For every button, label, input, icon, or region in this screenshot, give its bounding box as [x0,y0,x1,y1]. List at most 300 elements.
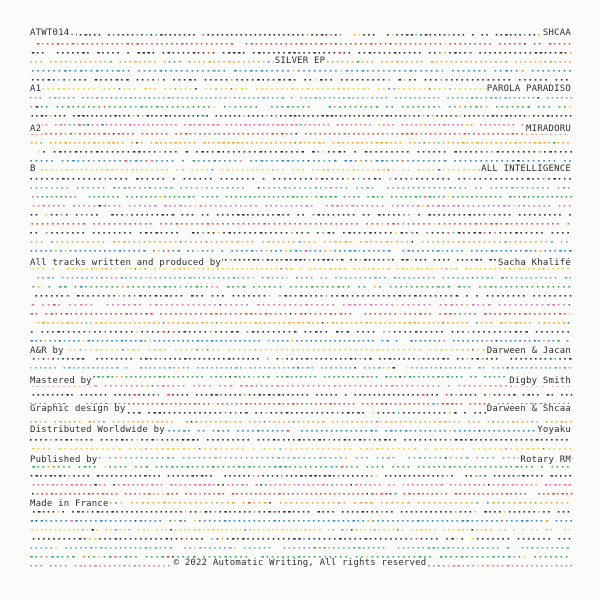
decorative-dot [283,34,285,36]
decorative-dot [133,151,136,153]
decorative-dot [307,394,309,396]
decorative-dot [332,421,334,423]
decorative-dot [471,196,473,198]
decorative-dot [121,358,123,360]
decorative-dot [418,412,420,414]
decorative-dot [324,250,326,252]
decorative-dot [71,169,74,171]
decorative-dot [468,232,470,234]
decorative-dot [469,115,471,117]
decorative-dot [248,439,250,441]
decorative-dot [445,43,447,45]
decorative-dot [288,367,290,369]
decorative-dot [492,115,495,117]
decorative-dot [322,322,324,324]
decorative-dot [260,313,262,315]
decorative-dot [75,448,77,450]
decorative-dot [230,385,233,387]
decorative-dot [169,286,171,288]
decorative-dot [310,79,312,81]
decorative-dot [365,151,368,153]
decorative-dot [559,358,561,360]
decorative-dot [548,142,550,144]
decorative-dot [353,88,355,90]
decorative-dot [410,421,412,423]
decorative-dot [157,421,160,423]
decorative-dot [250,70,253,72]
decorative-dot [306,286,308,288]
decorative-dot [536,439,539,441]
decorative-dot [468,169,470,171]
decorative-dot [67,232,69,234]
decorative-dot [406,259,409,261]
decorative-dot [227,430,229,432]
decorative-dot [186,421,189,423]
decorative-dot [225,340,227,342]
decorative-dot [217,403,219,405]
decorative-dot [544,313,546,315]
decorative-dot [97,367,99,369]
decorative-dot [222,169,224,171]
decorative-dot [397,223,399,225]
decorative-dot [515,115,517,117]
decorative-dot [91,214,93,216]
decorative-dot [452,124,454,126]
decorative-dot [427,286,429,288]
decorative-dot [110,268,112,270]
decorative-dot [264,286,266,288]
decorative-dot [152,403,154,405]
decorative-dot [509,97,511,99]
decorative-dot [347,61,349,63]
decorative-dot [137,115,139,117]
decorative-dot [362,331,364,333]
decorative-dot [265,232,267,234]
decorative-dot [461,457,463,459]
decorative-dot [495,223,498,225]
decorative-dot [208,52,210,54]
decorative-dot [449,430,451,432]
decorative-dot [191,475,194,477]
decorative-dot [154,367,156,369]
decorative-dot [233,358,235,360]
decorative-dot [171,304,173,306]
decorative-dot [81,268,83,270]
decorative-dot [305,475,307,477]
decorative-dot [213,52,215,54]
decorative-dot [388,70,390,72]
decorative-dot [275,151,277,153]
decorative-dot [367,196,369,198]
decorative-dot [347,421,349,423]
decorative-dot [447,277,449,279]
decorative-dot [41,106,43,108]
decorative-dot [404,70,406,72]
decorative-dot [510,232,512,234]
decorative-dot [412,250,414,252]
decorative-dot [457,358,459,360]
decorative-dot [289,178,291,180]
decorative-dot [259,286,261,288]
decorative-dot [240,196,242,198]
decorative-dot [84,466,87,468]
decorative-dot [229,475,231,477]
decorative-dot [341,223,343,225]
decorative-dot [499,241,501,243]
decorative-dot [348,304,351,306]
decorative-dot [412,106,414,108]
decorative-dot [151,106,153,108]
decorative-dot [276,106,278,108]
decorative-dot [320,187,322,189]
decorative-dot [307,88,310,90]
decorative-dot [274,421,276,423]
decorative-dot [87,295,89,297]
decorative-dot [315,43,317,45]
decorative-dot [337,178,339,180]
decorative-dot [230,367,232,369]
decorative-dot [231,124,233,126]
decorative-dot [201,187,203,189]
decorative-dot [118,241,120,243]
decorative-dot [46,187,48,189]
decorative-dot [355,349,357,351]
decorative-dot [237,268,239,270]
decorative-dot [334,268,337,270]
decorative-dot [527,178,530,180]
decorative-dot [556,97,558,99]
decorative-dot [534,43,536,45]
decorative-dot [259,196,261,198]
decorative-dot [272,430,274,432]
decorative-dot [144,340,146,342]
decorative-dot [555,367,558,369]
decorative-dot [329,268,332,270]
decorative-dot [64,142,67,144]
decorative-dot [345,349,347,351]
decorative-dot [367,169,369,171]
decorative-dot [290,268,293,270]
decorative-dot [334,349,336,351]
decorative-dot [249,124,251,126]
decorative-dot [313,142,315,144]
decorative-dot [74,142,76,144]
decorative-dot [453,232,455,234]
decorative-dot [197,466,199,468]
decorative-dot [327,286,329,288]
decorative-dot [416,61,418,63]
decorative-dot [553,142,556,144]
decorative-dot [111,214,114,216]
decorative-dot [551,241,554,243]
decorative-dot [219,160,221,162]
decorative-dot [196,421,198,423]
decorative-dot [90,349,92,351]
decorative-dot [106,169,109,171]
decorative-dot [245,205,247,207]
decorative-dot [560,52,563,54]
decorative-dot [174,61,176,63]
decorative-dot [100,394,102,396]
decorative-dot [446,349,448,351]
decorative-dot [482,277,484,279]
decorative-dot [141,142,143,144]
decorative-dot [164,286,167,288]
decorative-dot [103,241,105,243]
decorative-dot [305,313,307,315]
decorative-dot [231,331,234,333]
decorative-dot [432,403,435,405]
decorative-dot [230,412,232,414]
decorative-dot [103,142,105,144]
decorative-dot [284,223,286,225]
decorative-dot [223,52,225,54]
decorative-dot [348,88,350,90]
decorative-dot [455,439,458,441]
decorative-dot [495,286,497,288]
decorative-dot [336,295,338,297]
decorative-dot [129,232,131,234]
decorative-dot [96,115,98,117]
decorative-dot [295,124,298,126]
decorative-dot [427,232,429,234]
decorative-dot [526,232,528,234]
decorative-dot [130,106,132,108]
decorative-dot [400,403,402,405]
decorative-dot [184,331,187,333]
decorative-dot [197,115,199,117]
decorative-dot [258,439,260,441]
decorative-dot [371,142,373,144]
decorative-dot [567,340,569,342]
decorative-dot [460,439,463,441]
decorative-dot [182,214,184,216]
decorative-dot [142,403,144,405]
decorative-dot [247,241,249,243]
decorative-dot [244,376,246,378]
decorative-dot [167,394,170,396]
decorative-dot [475,475,478,477]
decorative-dot [259,322,261,324]
decorative-dot [250,106,252,108]
decorative-dot [486,34,488,36]
decorative-dot [231,448,233,450]
decorative-dot [119,394,121,396]
decorative-dot [245,367,247,369]
decorative-dot [291,232,293,234]
decorative-dot [303,160,305,162]
decorative-dot [527,187,529,189]
decorative-dot [533,430,535,432]
decorative-dot [449,43,451,45]
decorative-dot [323,448,325,450]
decorative-dot [456,295,459,297]
decorative-dot [376,403,378,405]
decorative-dot [172,106,174,108]
decorative-dot [323,160,325,162]
decorative-dot [350,277,352,279]
decorative-dot [553,340,555,342]
decorative-dot [387,457,390,459]
decorative-dot [326,34,328,36]
decorative-dot [315,340,317,342]
decorative-dot [220,376,222,378]
decorative-dot [295,250,298,252]
decorative-dot [504,43,506,45]
decorative-dot [437,241,439,243]
decorative-dot [80,250,82,252]
decorative-dot [345,277,347,279]
decorative-dot [225,394,227,396]
decorative-dot [318,439,321,441]
decorative-dot [69,349,71,351]
decorative-dot [515,340,517,342]
decorative-dot [206,97,208,99]
decorative-dot [244,349,246,351]
decorative-dot [129,394,131,396]
decorative-dot [311,205,313,207]
decorative-dot [501,160,503,162]
decorative-dot [459,43,461,45]
decorative-dot [101,169,103,171]
decorative-dot [566,421,568,423]
decorative-dot [395,376,397,378]
decorative-dot [360,358,362,360]
decorative-dot [52,268,54,270]
decorative-dot [522,160,524,162]
decorative-dot [490,196,492,198]
decorative-dot [403,349,405,351]
decorative-dot [145,448,147,450]
decorative-dot [562,268,564,270]
decorative-dot [98,421,100,423]
decorative-dot [75,70,77,72]
decorative-dot [420,70,422,72]
decorative-dot [230,457,232,459]
decorative-dot [312,322,314,324]
decorative-dot [188,115,190,117]
decorative-dot [355,394,357,396]
decorative-dot [205,421,207,423]
decorative-dot [500,232,502,234]
decorative-dot [410,340,413,342]
decorative-dot [479,232,482,234]
decorative-dot [529,340,531,342]
decorative-dot [135,223,137,225]
decorative-dot [77,52,79,54]
decorative-dot [161,169,163,171]
decorative-dot [570,448,572,450]
decorative-dot [218,70,220,72]
decorative-dot [423,376,425,378]
decorative-dot [140,340,143,342]
decorative-dot [55,61,57,63]
decorative-dot [438,169,441,171]
decorative-dot [73,340,75,342]
decorative-dot [413,115,415,117]
decorative-dot [108,34,110,36]
decorative-dot [267,358,269,360]
decorative-dot [360,43,362,45]
decorative-dot [338,376,340,378]
decorative-dot [240,34,242,36]
decorative-dot [464,385,466,387]
decorative-dot [566,439,568,441]
decorative-dot [483,304,485,306]
decorative-dot [278,439,280,441]
decorative-dot [554,295,556,297]
decorative-dot [166,232,168,234]
decorative-dot [358,268,360,270]
decorative-dot [271,115,273,117]
decorative-dot [192,70,194,72]
decorative-dot [358,115,360,117]
decorative-dot [225,205,227,207]
decorative-dot [476,151,478,153]
decorative-dot [104,466,106,468]
decorative-dot [107,52,109,54]
decorative-dot [63,79,65,81]
decorative-dot [516,223,518,225]
decorative-dot [87,241,89,243]
decorative-dot [193,304,195,306]
decorative-dot [566,394,568,396]
decorative-dot [533,115,535,117]
decorative-dot [106,277,108,279]
decorative-dot [81,322,83,324]
decorative-dot [324,457,326,459]
decorative-dot [142,133,144,135]
decorative-dot [363,178,365,180]
decorative-dot [389,358,392,360]
decorative-dot [249,394,251,396]
decorative-dot [225,259,227,261]
decorative-dot [282,340,284,342]
decorative-dot [361,421,363,423]
decorative-dot [149,88,151,90]
decorative-dot [475,439,477,441]
decorative-dot [154,268,156,270]
decorative-dot [254,421,256,423]
decorative-dot [377,457,379,459]
decorative-dot [45,115,47,117]
decorative-dot [559,61,561,63]
decorative-dot [356,457,358,459]
decorative-dot [165,34,167,36]
decorative-dot [192,169,194,171]
decorative-dot [108,133,110,135]
decorative-dot [337,88,340,90]
decorative-dot [344,133,347,135]
decorative-dot [262,277,264,279]
decorative-dot [304,142,306,144]
decorative-dot [99,331,101,333]
decorative-dot [364,439,366,441]
decorative-dot [407,385,409,387]
decorative-dot [113,448,115,450]
decorative-dot [80,349,82,351]
decorative-dot [159,367,161,369]
decorative-dot [500,340,502,342]
decorative-dot [313,385,315,387]
decorative-dot [144,205,146,207]
decorative-dot [357,295,359,297]
decorative-dot [377,196,379,198]
decorative-dot [449,223,451,225]
decorative-dot [478,115,480,117]
decorative-dot [538,106,540,108]
decorative-dot [93,376,96,378]
